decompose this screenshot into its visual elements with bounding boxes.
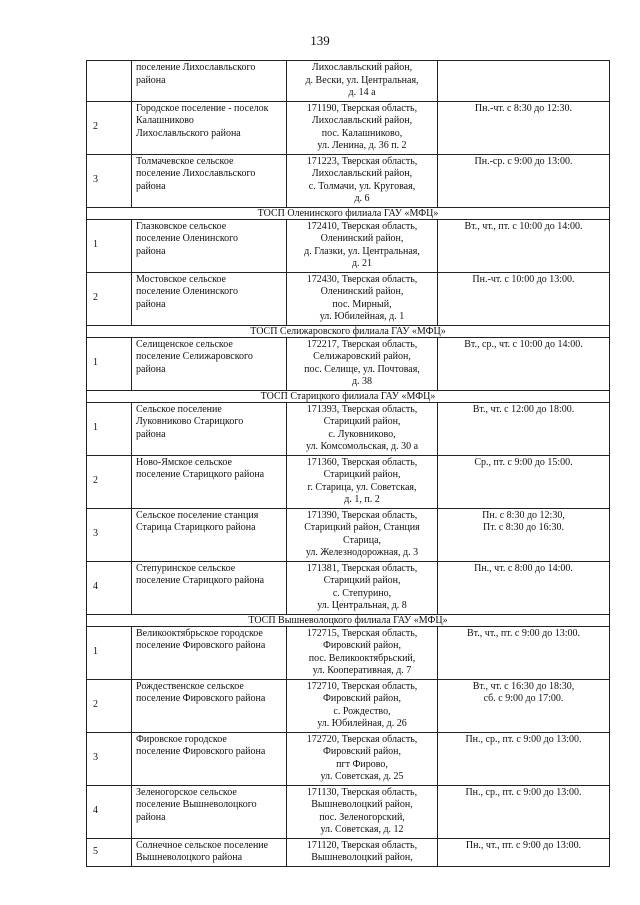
- settlement-name: [132, 455, 287, 508]
- office-address-line: Лихославльский район,: [311, 168, 413, 179]
- table-row: [87, 679, 610, 732]
- row-number: 5: [87, 838, 132, 866]
- section-header-row: [87, 325, 610, 337]
- row-number: 1: [87, 402, 132, 455]
- office-address-line: д. 14 а: [348, 87, 376, 98]
- office-hours: [438, 679, 610, 732]
- office-address: [287, 61, 438, 102]
- office-address-line: г. Старица, ул. Советская,: [307, 481, 417, 493]
- office-hours-line: Вт., чт., пт. с 10:00 до 14:00.: [464, 220, 583, 232]
- office-hours: [438, 455, 610, 508]
- office-hours-line: Пт. с 8:30 до 16:30.: [483, 522, 564, 533]
- office-hours-line: Пн., чт. с 8:00 до 14:00.: [474, 562, 573, 574]
- office-address-line: пос. Селище, ул. Почтовая,: [304, 363, 420, 375]
- office-hours-line: сб. с 9:00 до 17:00.: [483, 693, 564, 704]
- office-address-line: 172430, Тверская область,: [306, 273, 418, 285]
- settlement-name-line: Рождественское сельское: [136, 680, 244, 692]
- table-body: [87, 61, 610, 867]
- office-address-line: Оленинский район,: [320, 233, 404, 244]
- settlement-name-line: района: [136, 245, 166, 257]
- office-address-line: д. Вески, ул. Центральная,: [305, 74, 419, 86]
- office-address-line: д. 21: [351, 258, 373, 269]
- office-address: [287, 785, 438, 838]
- office-address-line: д. 38: [351, 376, 373, 387]
- settlement-name-line: поселение Вышневолоцкого: [136, 799, 257, 810]
- office-address-line: 172710, Тверская область,: [306, 680, 418, 692]
- office-address-line: с. Рождество,: [333, 705, 391, 717]
- office-address-line: ул. Юбилейная, д. 26: [317, 718, 407, 729]
- table-row: [87, 61, 610, 102]
- row-number: 3: [87, 732, 132, 785]
- office-address-line: 172720, Тверская область,: [306, 733, 418, 745]
- settlement-name-line: поселение Лихославльского: [136, 62, 256, 73]
- office-hours-line: Вт., ср., чт. с 10:00 до 14:00.: [464, 338, 583, 350]
- office-hours-line: Вт., чт. с 12:00 до 18:00.: [472, 403, 575, 415]
- office-address-line: 171381, Тверская область,: [306, 562, 418, 574]
- settlement-name-line: Солнечное сельское поселение: [136, 839, 269, 851]
- settlement-name-line: поселение Оленинского: [136, 286, 239, 297]
- mfc-offices-table: [86, 60, 610, 867]
- settlement-name-line: Ново-Ямское сельское: [136, 456, 232, 468]
- office-address-line: ул. Советская, д. 25: [320, 771, 404, 782]
- settlement-name: [132, 154, 287, 207]
- section-header-row: [87, 207, 610, 219]
- row-number: 4: [87, 561, 132, 614]
- settlement-name-line: Фировское городское: [136, 733, 227, 745]
- office-address: [287, 732, 438, 785]
- settlement-name-line: района: [136, 811, 166, 823]
- office-address-line: пос. Мирный,: [332, 298, 392, 310]
- office-hours-line: Пн. с 8:30 до 12:30,: [482, 509, 565, 521]
- office-address-line: 171190, Тверская область,: [306, 102, 418, 114]
- settlement-name: [132, 785, 287, 838]
- settlement-name-line: поселение Старицкого района: [136, 575, 265, 586]
- office-address: [287, 838, 438, 866]
- office-address-line: 171360, Тверская область,: [306, 456, 418, 468]
- settlement-name: [132, 838, 287, 866]
- office-address-line: Селижаровский район,: [313, 351, 411, 362]
- office-hours-line: Пн., чт., пт. с 9:00 до 13:00.: [465, 839, 582, 851]
- settlement-name-line: района: [136, 428, 166, 440]
- settlement-name-line: Сельское поселение станция: [136, 509, 259, 521]
- table-row: [87, 154, 610, 207]
- section-title: ТОСП Вышневолоцкого филиала ГАУ «МФЦ»: [87, 614, 610, 626]
- office-hours: [438, 101, 610, 154]
- office-hours: [438, 508, 610, 561]
- section-title: ТОСП Оленинского филиала ГАУ «МФЦ»: [87, 207, 610, 219]
- office-hours-line: Пн.-чт. с 10:00 до 13:00.: [472, 273, 575, 285]
- office-address: [287, 154, 438, 207]
- office-address: [287, 508, 438, 561]
- row-number: 2: [87, 679, 132, 732]
- office-address: [287, 626, 438, 679]
- table-row: [87, 732, 610, 785]
- table-row: [87, 402, 610, 455]
- settlement-name-line: Калашниково: [136, 115, 194, 126]
- row-number: 2: [87, 455, 132, 508]
- table-row: [87, 101, 610, 154]
- office-hours: [438, 61, 610, 102]
- office-address-line: Старицкий район,: [323, 416, 401, 427]
- settlement-name: [132, 561, 287, 614]
- office-address-line: ул. Центральная, д. 8: [317, 600, 407, 611]
- office-address-line: Фировский район,: [322, 693, 402, 704]
- settlement-name: [132, 732, 287, 785]
- settlement-name: [132, 101, 287, 154]
- office-hours: [438, 785, 610, 838]
- settlement-name: [132, 402, 287, 455]
- office-address-line: 171393, Тверская область,: [306, 403, 418, 415]
- office-address-line: Вышневолоцкий район,: [311, 852, 413, 863]
- office-address-line: Фировский район,: [322, 746, 402, 757]
- row-number: 1: [87, 219, 132, 272]
- row-number: 2: [87, 101, 132, 154]
- office-address-line: 171390, Тверская область,: [306, 509, 418, 521]
- office-address-line: пос. Великооктябрьский,: [308, 652, 416, 664]
- office-address: [287, 337, 438, 390]
- office-address: [287, 561, 438, 614]
- settlement-name-line: Степуринское сельское: [136, 562, 236, 574]
- settlement-name-line: поселение Оленинского: [136, 233, 239, 244]
- office-address-line: Старицкий район, Станция: [304, 522, 420, 533]
- settlement-name-line: района: [136, 298, 166, 310]
- office-address-line: ул. Ленина, д. 36 п. 2: [317, 140, 407, 151]
- settlement-name-line: района: [136, 363, 166, 375]
- settlement-name-line: района: [136, 180, 166, 192]
- office-address-line: пос. Калашниково,: [321, 127, 403, 139]
- settlement-name-line: Вышневолоцкого района: [136, 852, 243, 863]
- settlement-name-line: Селищенское сельское: [136, 338, 233, 350]
- office-address-line: Фировский район,: [322, 640, 402, 651]
- row-number: 4: [87, 785, 132, 838]
- section-header-row: [87, 614, 610, 626]
- office-hours-line: Пн.-чт. с 8:30 до 12:30.: [474, 102, 573, 114]
- office-address-line: ул. Советская, д. 12: [320, 824, 404, 835]
- settlement-name-line: поселение Лихославльского: [136, 168, 256, 179]
- settlement-name-line: Толмачевское сельское: [136, 155, 234, 167]
- settlement-name-line: Глазковское сельское: [136, 220, 227, 232]
- page-number: 139: [310, 33, 330, 48]
- office-address: [287, 455, 438, 508]
- office-address-line: Лихославльский район,: [311, 115, 413, 126]
- settlement-name: [132, 337, 287, 390]
- office-hours-line: Пн., ср., пт. с 9:00 до 13:00.: [465, 733, 582, 745]
- settlement-name: [132, 219, 287, 272]
- settlement-name-line: Сельское поселение: [136, 403, 222, 415]
- office-hours: [438, 154, 610, 207]
- settlement-name-line: Великооктябрьское городское: [136, 627, 263, 639]
- office-address-line: 171120, Тверская область,: [306, 839, 418, 851]
- office-hours: [438, 272, 610, 325]
- office-address-line: 172715, Тверская область,: [306, 627, 418, 639]
- office-address-line: 172410, Тверская область,: [306, 220, 418, 232]
- office-hours: [438, 402, 610, 455]
- section-header-row: [87, 390, 610, 402]
- section-title: ТОСП Старицкого филиала ГАУ «МФЦ»: [87, 390, 610, 402]
- office-address-line: с. Толмачи, ул. Круговая,: [308, 180, 416, 192]
- settlement-name-line: Луковниково Старицкого: [136, 416, 244, 427]
- office-address: [287, 679, 438, 732]
- office-address-line: Старица,: [342, 534, 382, 546]
- office-address-line: д. Глазки, ул. Центральная,: [304, 245, 420, 257]
- table-row: [87, 838, 610, 866]
- table-row: [87, 785, 610, 838]
- office-hours-line: Пн., ср., пт. с 9:00 до 13:00.: [465, 786, 582, 798]
- settlement-name: [132, 61, 287, 102]
- settlement-name-line: поселение Селижаровского: [136, 351, 253, 362]
- office-hours-line: Пн.-ср. с 9:00 до 13:00.: [474, 155, 573, 167]
- office-address-line: д. 6: [354, 193, 370, 204]
- office-hours: [438, 626, 610, 679]
- settlement-name-line: района: [136, 74, 166, 86]
- table-row: [87, 561, 610, 614]
- settlement-name-line: Городское поселение - поселок: [136, 102, 269, 114]
- table-row: [87, 272, 610, 325]
- office-address-line: Старицкий район,: [323, 469, 401, 480]
- office-address: [287, 101, 438, 154]
- table-row: [87, 626, 610, 679]
- settlement-name-line: Мостовское сельское: [136, 273, 226, 285]
- office-hours: [438, 219, 610, 272]
- office-address-line: ул. Юбилейная, д. 1: [319, 311, 405, 322]
- office-address-line: 172217, Тверская область,: [306, 338, 418, 350]
- row-number: 2: [87, 272, 132, 325]
- office-hours: [438, 732, 610, 785]
- office-address-line: Лихославльский район,: [311, 62, 413, 73]
- settlement-name-line: Старица Старицкого района: [136, 522, 256, 533]
- office-address-line: с. Луковниково,: [328, 428, 396, 440]
- settlement-name-line: поселение Фировского района: [136, 640, 266, 651]
- row-number: 3: [87, 508, 132, 561]
- settlement-name-line: поселение Фировского района: [136, 746, 266, 757]
- office-hours: [438, 337, 610, 390]
- office-address-line: пгт Фирово,: [336, 758, 388, 770]
- office-address-line: Оленинский район,: [320, 286, 404, 297]
- row-number: 3: [87, 154, 132, 207]
- row-number: [87, 61, 132, 102]
- office-address-line: ул. Железнодорожная, д. 3: [305, 547, 419, 558]
- office-hours: [438, 838, 610, 866]
- settlement-name: [132, 679, 287, 732]
- office-address: [287, 219, 438, 272]
- table-row: [87, 337, 610, 390]
- settlement-name: [132, 626, 287, 679]
- office-hours-line: Вт., чт. с 16:30 до 18:30,: [472, 680, 575, 692]
- office-address-line: д. 1, п. 2: [344, 494, 380, 505]
- section-title: ТОСП Селижаровского филиала ГАУ «МФЦ»: [87, 325, 610, 337]
- office-address-line: с. Степурино,: [332, 587, 392, 599]
- office-address-line: Вышневолоцкий район,: [311, 799, 413, 810]
- settlement-name-line: поселение Фировского района: [136, 693, 266, 704]
- table-row: [87, 455, 610, 508]
- row-number: 1: [87, 626, 132, 679]
- office-address-line: ул. Кооперативная, д. 7: [312, 665, 412, 676]
- settlement-name-line: Лихославльского района: [136, 127, 241, 139]
- office-address-line: 171130, Тверская область,: [306, 786, 418, 798]
- row-number: 1: [87, 337, 132, 390]
- office-address-line: ул. Комсомольская, д. 30 а: [305, 441, 419, 452]
- office-hours-line: Ср., пт. с 9:00 до 15:00.: [474, 456, 573, 468]
- office-address-line: 171223, Тверская область,: [306, 155, 418, 167]
- settlement-name: [132, 272, 287, 325]
- settlement-name-line: поселение Старицкого района: [136, 469, 265, 480]
- table-row: [87, 219, 610, 272]
- office-address-line: Старицкий район,: [323, 575, 401, 586]
- office-address-line: пос. Зеленогорский,: [319, 811, 405, 823]
- settlement-name-line: Зеленогорское сельское: [136, 786, 237, 798]
- office-hours-line: Вт., чт., пт. с 9:00 до 13:00.: [467, 627, 580, 639]
- office-address: [287, 402, 438, 455]
- table-row: [87, 508, 610, 561]
- office-address: [287, 272, 438, 325]
- settlement-name: [132, 508, 287, 561]
- office-hours: [438, 561, 610, 614]
